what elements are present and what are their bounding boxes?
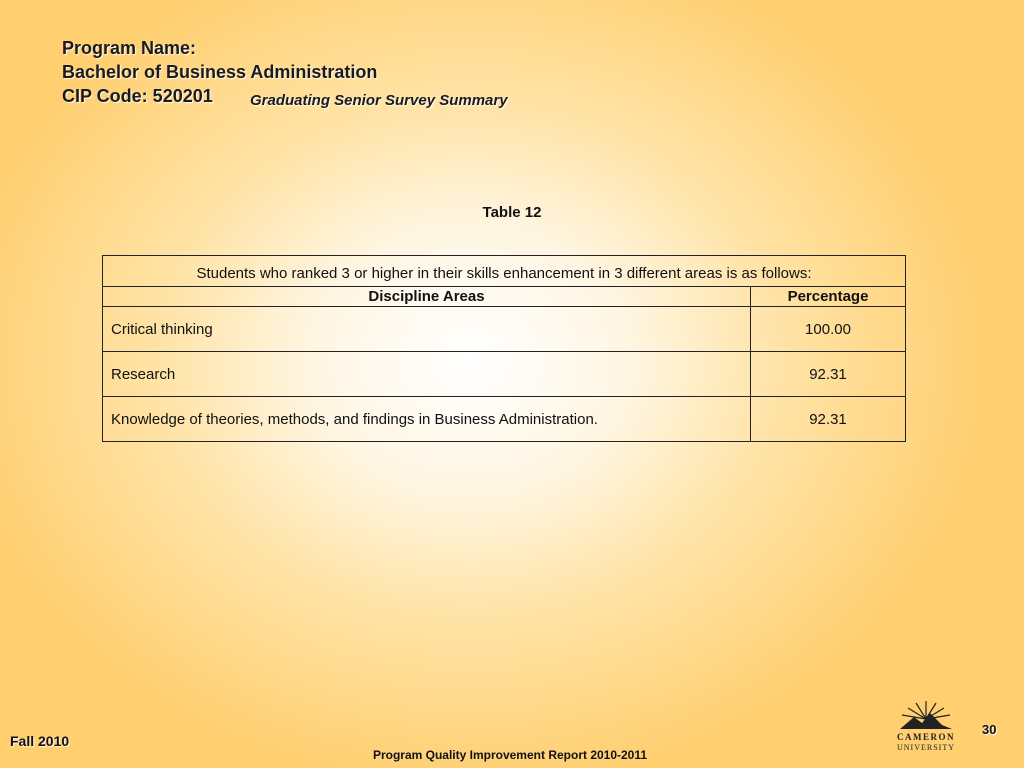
- page-subtitle: Graduating Senior Survey Summary: [250, 92, 508, 109]
- discipline-area-cell: Knowledge of theories, methods, and findings in Business Administration.: [103, 397, 751, 442]
- semester-label: Fall 2010: [10, 733, 70, 749]
- discipline-area-cell: Research: [103, 352, 751, 397]
- page-number: 30: [982, 722, 997, 737]
- table-row: [103, 352, 906, 397]
- program-name: Bachelor of Business Administration: [62, 62, 378, 82]
- table-header-row: [103, 287, 906, 307]
- column-header-areas: Discipline Areas: [103, 287, 751, 307]
- percentage-cell: 100.00: [751, 307, 906, 352]
- svg-text:CAMERON: CAMERON: [897, 732, 955, 742]
- table-intro: Students who ranked 3 or higher in their skills enhancement in 3 different areas is as follows:: [103, 256, 906, 287]
- table-caption: Table 12: [482, 204, 542, 221]
- svg-text:UNIVERSITY: UNIVERSITY: [897, 743, 955, 752]
- program-label: Program Name:: [62, 38, 197, 58]
- percentage-cell: 92.31: [751, 352, 906, 397]
- table-row: [103, 397, 906, 442]
- cip-code: CIP Code: 520201: [62, 86, 213, 106]
- discipline-area-cell: Critical thinking: [103, 307, 751, 352]
- skills-table: [102, 255, 906, 442]
- report-title: Program Quality Improvement Report 2010-2011: [372, 748, 648, 762]
- table-row: [103, 307, 906, 352]
- cameron-university-logo: [892, 697, 960, 753]
- table-intro-row: [103, 256, 906, 287]
- percentage-cell: 92.31: [751, 397, 906, 442]
- column-header-percentage: Percentage: [751, 287, 906, 307]
